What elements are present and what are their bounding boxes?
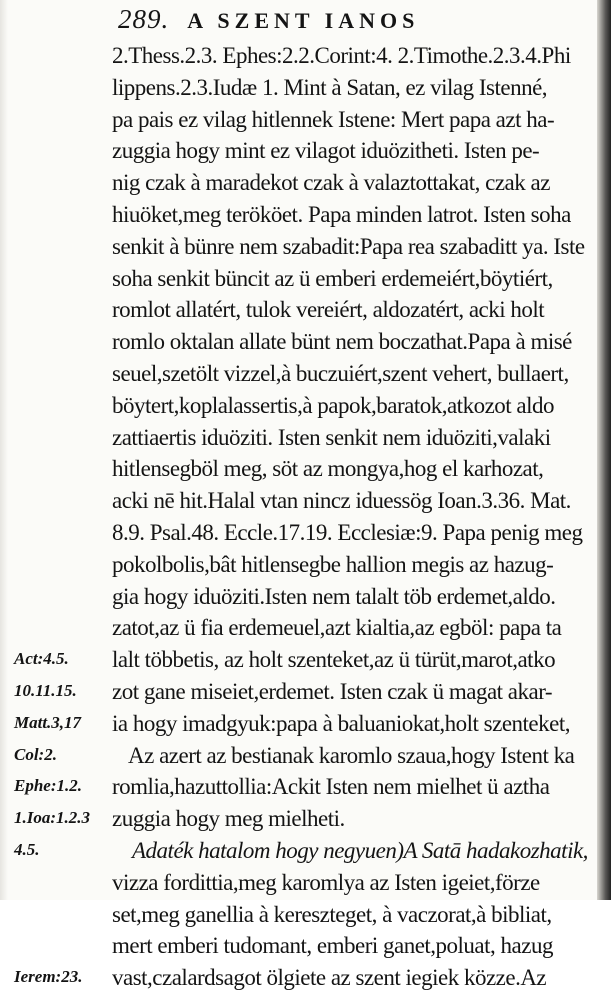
- text-line: senkit à bünre nem szabadit:Papa rea szabaditt ya. Iste: [112, 233, 585, 259]
- text-line: acki nē hit.Halal vtan nincz iduessög Ioan.3.36. Mat.: [112, 488, 571, 514]
- text-line: hiuöket,meg terököet. Papa minden latrot. Isten soha: [112, 201, 571, 227]
- margin-note: Matt.3,17: [14, 712, 82, 732]
- text-line: pokolbolis,bât hitlensegbe hallion megis az hazug-: [112, 551, 554, 577]
- margin-note: Act:4.5.: [14, 649, 69, 669]
- text-line: mert emberi tudomant, emberi ganet,poluat, hazug: [112, 933, 553, 959]
- text-line: böytert,koplalassertis,à papok,baratok,atkozot aldo: [112, 392, 555, 418]
- page-number: 289.: [118, 4, 170, 34]
- text-line: lippens.2.3.Iudæ 1. Mint à Satan, ez vilag Istenné,: [112, 74, 548, 100]
- text-line: 8.9. Psal.48. Eccle.17.19. Ecclesiæ:9. Papa penig meg: [112, 519, 583, 545]
- text-line: lalt többetis, az holt szenteket,az ü türüt,marot,atko: [112, 647, 556, 673]
- text-line: vizza fordittia,meg karomlya az Isten igeiet,förze: [112, 869, 540, 895]
- text-line: zuggia hogy mint ez vilagot iduözitheti. Isten pe-: [112, 138, 540, 164]
- text-line: nig czak à maradekot czak à valaztottakat, czak az: [112, 170, 550, 196]
- running-title: A SZENT IANOS: [187, 8, 420, 33]
- text-line: gia hogy iduöziti.Isten nem talalt töb erdemet,aldo.: [112, 583, 556, 609]
- text-line: ia hogy imadgyuk:papa à baluaniokat,holt szenteket,: [112, 710, 570, 736]
- text-line: vast,czalardsagot ölgiete az szent iegiek közze.Az: [112, 965, 547, 991]
- text-line: romlot allatért, tulok vereiért, aldozatért, acki holt: [112, 297, 545, 323]
- text-line: set,meg ganellia à kereszteget, à vaczorat,à bibliat,: [112, 901, 552, 927]
- text-line: 2.Thess.2.3. Ephes:2.2.Corint:4. 2.Timothe.2.3.4.Phi: [112, 43, 571, 68]
- text-line: zuggia hogy meg mielheti.: [112, 806, 345, 832]
- text-line: pa pais ez vilag hitlennek Istene: Mert papa azt ha-: [112, 106, 555, 132]
- margin-note: 1.Ioa:1.2.3: [14, 808, 91, 828]
- text-line: seuel,szetölt vizzel,à buczuiért,szent vehert, bullaert,: [112, 360, 569, 386]
- text-line: zot gane miseiet,erdemet. Isten czak ü magat akar-: [112, 678, 553, 704]
- margin-note: 10.11.15.: [14, 681, 77, 700]
- text-line: soha senkit büncit az ü emberi erdemeiért,böytiért,: [112, 265, 553, 291]
- text-line: Az azert az bestianak karomlo szaua,hogy Istent ka: [128, 742, 575, 768]
- margin-note: Col:2.: [14, 744, 57, 764]
- margin-note: Ephe:1.2.: [14, 776, 82, 796]
- text-line: zattiaertis iduöziti. Isten senkit nem iduöziti,valaki: [112, 424, 551, 450]
- body-text: [112, 40, 600, 994]
- margin-note: Ierem:23.: [14, 967, 83, 987]
- text-line: zatot,az ü fia erdemeuel,azt kialtia,az egböl: papa ta: [112, 615, 562, 641]
- text-line: hitlensegböl meg, söt az mongya,hog el karhozat,: [112, 456, 544, 482]
- page-header: [118, 4, 419, 38]
- left-page-shadow: [0, 0, 8, 900]
- margin-note: 4.5.: [14, 840, 40, 859]
- text-line: Adaték hatalom hogy negyuen)A Satā hadakozhatik,: [132, 837, 588, 863]
- text-line: romlia,hazuttollia:Ackit Isten nem mielhet ü aztha: [112, 774, 550, 800]
- text-line: romlo oktalan allate bünt nem boczathat.Papa à misé: [112, 329, 572, 355]
